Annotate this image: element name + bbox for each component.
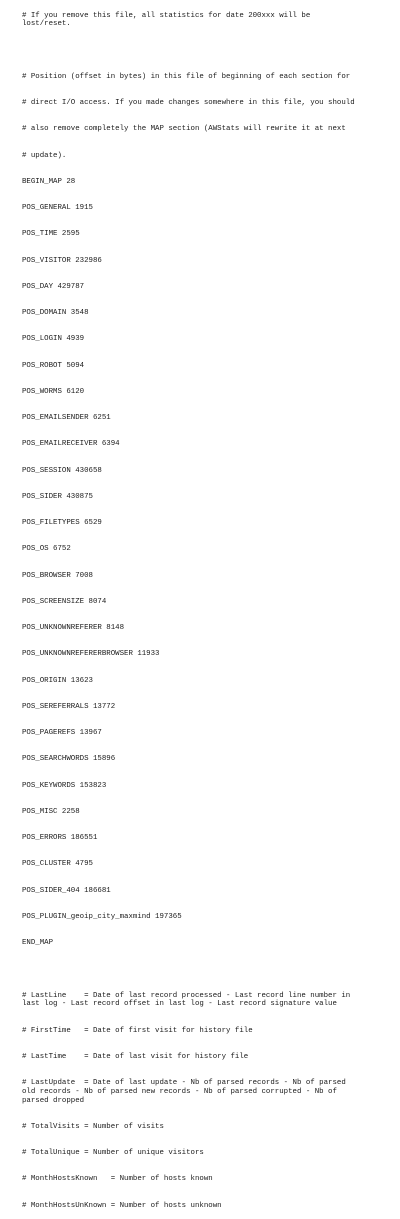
text-line: POS_SIDER 430875 [22,492,93,501]
text-line: POS_OS 6752 [22,545,71,554]
text-line: # FirstTime = Date of first visit for history file [22,1026,253,1035]
text-line: # TotalVisits = Number of visits [22,1122,164,1131]
text-line: POS_EMAILRECEIVER 6394 [22,440,120,449]
text-line: POS_DOMAIN 3548 [22,309,89,317]
text-line: POS_KEYWORDS 153823 [22,781,107,790]
text-line: # direct I/O access. If you made changes somewhere in this file, you should [22,99,355,107]
text-line: POS_UNKNOWNREFERERBROWSER 11933 [22,650,160,659]
text-line: BEGIN_MAP 28 [22,177,76,186]
text-line: POS_SESSION 430658 [22,466,102,475]
document-text [22,0,362,1219]
text-line: # also remove completely the MAP section (AWStats will rewrite it at next [22,125,346,134]
text-line: POS_CLUSTER 4795 [22,860,93,869]
text-line: POS_VISITOR 232986 [22,256,102,265]
text-line: POS_LOGIN 4939 [22,335,85,344]
text-line: POS_ROBOT 5094 [22,361,85,370]
blank-line [22,965,362,974]
text-line: POS_UNKNOWNREFERER 8148 [22,624,125,632]
text-line: POS_DAY 429787 [22,282,85,291]
text-line: POS_SIDER_404 186681 [22,886,111,895]
blank-line [22,47,362,56]
text-line: # MonthHostsKnown = Number of hosts known [22,1175,213,1184]
text-line: # Position (offset in bytes) in this file of beginning of each section for [22,72,351,81]
text-line: # update). [22,151,67,160]
text-line: POS_SCREENSIZE 8074 [22,597,107,606]
text-line: POS_FILETYPES 6529 [22,519,102,527]
text-line: POS_GENERAL 1915 [22,204,93,212]
text-line: # LastUpdate = Date of last update - Nb of parsed records - Nb of parsed old records - Nb of parsed new records - Nb of parsed corrupted - Nb of parsed dropped [22,1079,351,1105]
text-line: # LastTime = Date of last visit for history file [22,1052,249,1061]
text-line: # MonthHostsUnKnown = Number of hosts unknown [22,1201,222,1210]
text-line: POS_PLUGIN_geoip_city_maxmind 197365 [22,912,182,921]
text-line: POS_PAGEREFS 13967 [22,729,102,737]
text-line: POS_MISC 2258 [22,807,80,816]
text-line: POS_ORIGIN 13623 [22,676,93,685]
text-line: # LastLine = Date of last record processed - Last record line number in last log - Last record offset in last log - Last record signature value [22,991,355,1009]
text-line: POS_SEREFERRALS 13772 [22,702,116,711]
text-line: POS_BROWSER 7008 [22,571,93,580]
text-line: # If you remove this file, all statistics for date 200xxx will be lost/reset. [22,11,315,29]
text-line: POS_ERRORS 186551 [22,834,98,842]
text-line: END_MAP [22,939,54,947]
text-line: POS_SEARCHWORDS 15896 [22,755,116,764]
text-line: POS_TIME 2595 [22,230,80,239]
text-line: # TotalUnique = Number of unique visitors [22,1149,204,1157]
text-line: POS_EMAILSENDER 6251 [22,414,111,422]
text-line: POS_WORMS 6120 [22,387,85,396]
